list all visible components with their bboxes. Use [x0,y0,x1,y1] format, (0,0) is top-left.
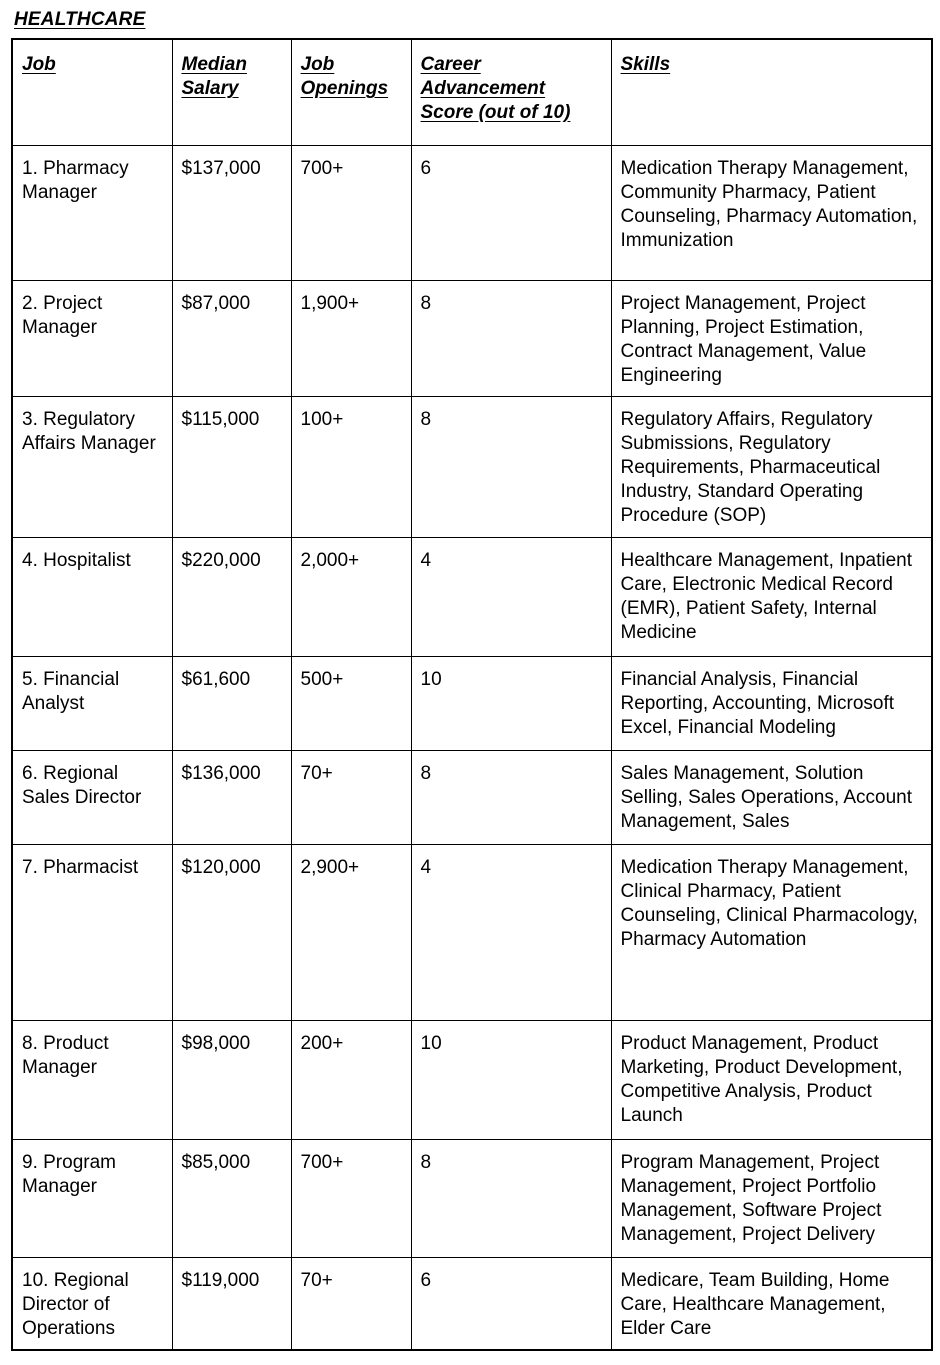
column-header-job [12,39,172,146]
cell-career-advancement-score: 10 [411,657,611,751]
column-header-career-advancement-score-label: Career Advancement Score (out of 10) [420,54,571,123]
cell-median-salary: $61,600 [172,657,291,751]
cell-median-salary: $85,000 [172,1140,291,1258]
cell-job: 4. Hospitalist [12,538,172,657]
cell-job-openings: 700+ [291,146,411,281]
table-row [12,281,932,397]
column-header-median-salary [172,39,291,146]
healthcare-jobs-table [11,38,933,1351]
cell-job-openings: 500+ [291,657,411,751]
cell-skills: Program Management, Project Management, Project Portfolio Management, Software Project Management, Project Delivery [611,1140,932,1258]
table-body [12,146,932,1351]
table-row [12,146,932,281]
cell-job-openings: 1,900+ [291,281,411,397]
cell-median-salary: $120,000 [172,845,291,1021]
cell-job: 6. Regional Sales Director [12,751,172,845]
cell-job-openings: 200+ [291,1021,411,1140]
cell-skills: Financial Analysis, Financial Reporting, Accounting, Microsoft Excel, Financial Modeling [611,657,932,751]
cell-job: 2. Project Manager [12,281,172,397]
table-row [12,657,932,751]
cell-career-advancement-score: 8 [411,751,611,845]
column-header-career-advancement-score [411,39,611,146]
column-header-skills [611,39,932,146]
column-header-job-label: Job [22,54,56,75]
cell-career-advancement-score: 6 [411,146,611,281]
table-row [12,1258,932,1351]
cell-job: 10. Regional Director of Operations [12,1258,172,1351]
cell-skills: Project Management, Project Planning, Project Estimation, Contract Management, Value Engineering [611,281,932,397]
cell-skills: Sales Management, Solution Selling, Sales Operations, Account Management, Sales [611,751,932,845]
cell-career-advancement-score: 4 [411,538,611,657]
jobs-table-container [11,38,931,1351]
cell-career-advancement-score: 10 [411,1021,611,1140]
cell-job: 1. Pharmacy Manager [12,146,172,281]
cell-median-salary: $98,000 [172,1021,291,1140]
cell-skills: Medication Therapy Management, Clinical Pharmacy, Patient Counseling, Clinical Pharmacology, Pharmacy Automation [611,845,932,1021]
cell-career-advancement-score: 4 [411,845,611,1021]
cell-skills: Product Management, Product Marketing, Product Development, Competitive Analysis, Product Launch [611,1021,932,1140]
cell-median-salary: $136,000 [172,751,291,845]
cell-job: 7. Pharmacist [12,845,172,1021]
cell-median-salary: $220,000 [172,538,291,657]
table-row [12,538,932,657]
cell-job: 8. Product Manager [12,1021,172,1140]
cell-job-openings: 2,000+ [291,538,411,657]
cell-median-salary: $115,000 [172,397,291,538]
cell-job: 3. Regulatory Affairs Manager [12,397,172,538]
cell-job-openings: 2,900+ [291,845,411,1021]
cell-job-openings: 100+ [291,397,411,538]
column-header-skills-label: Skills [620,54,671,75]
cell-median-salary: $119,000 [172,1258,291,1351]
cell-skills: Healthcare Management, Inpatient Care, Electronic Medical Record (EMR), Patient Safety, Internal Medicine [611,538,932,657]
cell-career-advancement-score: 8 [411,397,611,538]
cell-skills: Medication Therapy Management, Community Pharmacy, Patient Counseling, Pharmacy Automation, Immunization [611,146,932,281]
cell-job: 5. Financial Analyst [12,657,172,751]
cell-career-advancement-score: 8 [411,1140,611,1258]
cell-career-advancement-score: 6 [411,1258,611,1351]
column-header-job-openings [291,39,411,146]
cell-job-openings: 70+ [291,1258,411,1351]
table-header [12,39,932,146]
cell-skills: Medicare, Team Building, Home Care, Healthcare Management, Elder Care [611,1258,932,1351]
cell-median-salary: $87,000 [172,281,291,397]
cell-job-openings: 70+ [291,751,411,845]
table-row [12,1140,932,1258]
table-row [12,751,932,845]
table-header-row [12,39,932,146]
cell-job-openings: 700+ [291,1140,411,1258]
cell-job: 9. Program Manager [12,1140,172,1258]
cell-career-advancement-score: 8 [411,281,611,397]
column-header-job-openings-label: Job Openings [300,54,389,99]
section-title: HEALTHCARE [14,9,146,30]
table-row [12,397,932,538]
table-row [12,845,932,1021]
cell-median-salary: $137,000 [172,146,291,281]
cell-skills: Regulatory Affairs, Regulatory Submissions, Regulatory Requirements, Pharmaceutical Industry, Standard Operating Procedure (SOP) [611,397,932,538]
column-header-median-salary-label: Median Salary [181,54,247,99]
table-row [12,1021,932,1140]
